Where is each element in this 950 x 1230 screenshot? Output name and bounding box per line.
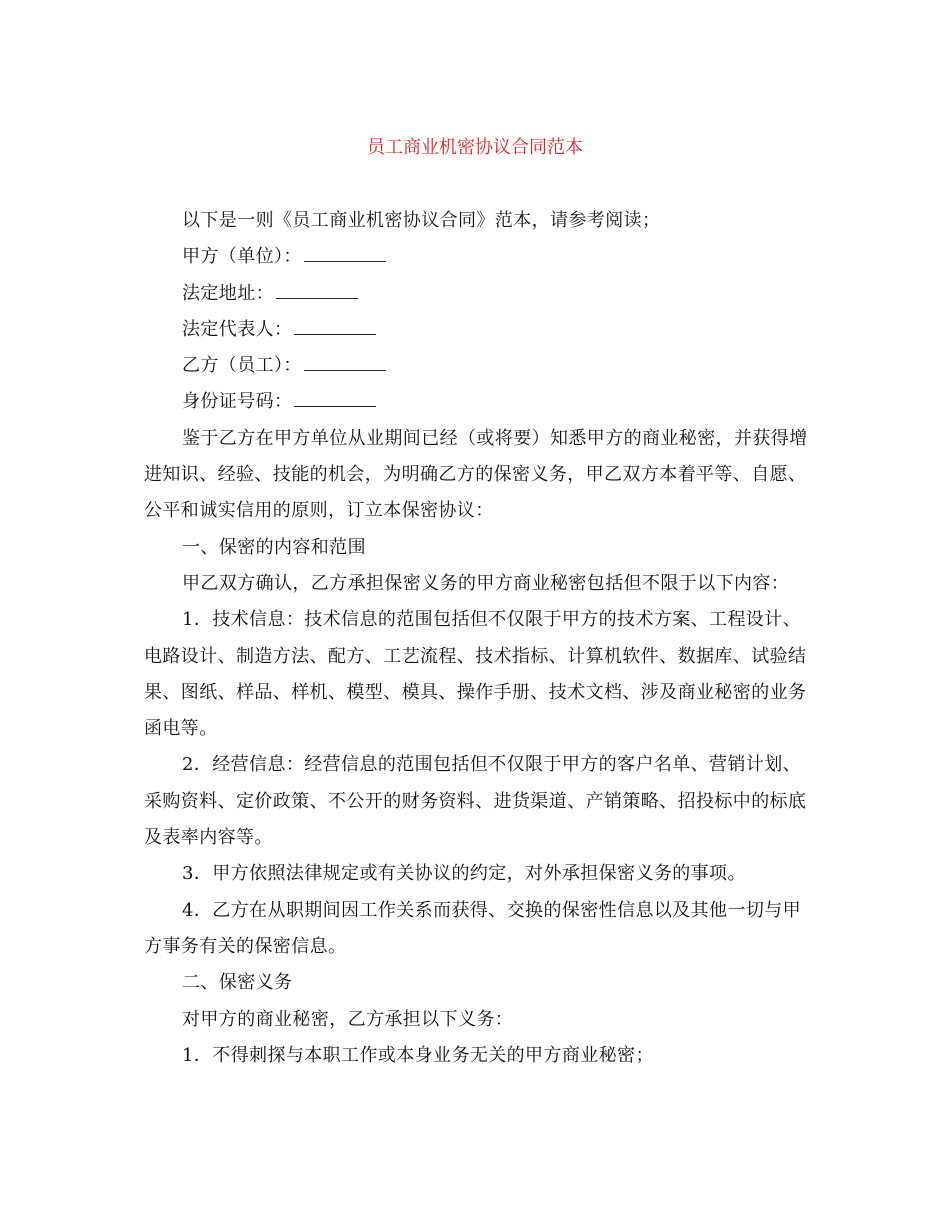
blank-line bbox=[304, 245, 386, 262]
blank-line bbox=[294, 390, 376, 407]
blank-line bbox=[276, 282, 358, 299]
field-label: 甲方（单位）： bbox=[182, 246, 302, 268]
field-legal-representative bbox=[144, 312, 808, 348]
field-label: 乙方（员工）： bbox=[182, 355, 302, 377]
field-label: 法定代表人： bbox=[182, 318, 293, 340]
section-1-heading: 一、保密的内容和范围 bbox=[182, 536, 366, 558]
section-2-lead: 对甲方的商业秘密，乙方承担以下义务： bbox=[182, 1008, 514, 1030]
blank-line bbox=[304, 354, 386, 371]
field-label: 身份证号码： bbox=[182, 391, 293, 413]
item-3: 3．甲方依照法律规定或有关协议的约定，对外承担保密义务的事项。 bbox=[182, 863, 746, 885]
item-1-technical-info: 1．技术信息：技术信息的范围包括但不仅限于甲方的技术方案、工程设计、电路设计、制造方法、配方、工艺流程、技术指标、计算机软件、数据库、试验结果、图纸、样品、样机、模型、模具、操作手册、技术文档、涉及商业秘密的业务函电等。 bbox=[144, 609, 807, 740]
item-4: 4．乙方在从职期间因工作关系而获得、交换的保密性信息以及其他一切与甲方事务有关的保密信息。 bbox=[144, 899, 802, 957]
field-label: 法定地址： bbox=[182, 282, 274, 304]
document-title: 员工商业机密协议合同范本 bbox=[367, 137, 583, 158]
item-2-business-info: 2．经营信息：经营信息的范围包括但不仅限于甲方的客户名单、营销计划、采购资料、定价政策、不公开的财务资料、进货渠道、产销策略、招投标中的标底及表率内容等。 bbox=[144, 754, 807, 849]
preamble-paragraph: 鉴于乙方在甲方单位从业期间已经（或将要）知悉甲方的商业秘密，并获得增进知识、经验、技能的机会，为明确乙方的保密义务，甲乙双方本着平等、自愿、公平和诚实信用的原则，订立本保密协议： bbox=[144, 427, 808, 522]
section-1-lead: 甲乙双方确认，乙方承担保密义务的甲方商业秘密包括但不限于以下内容： bbox=[182, 572, 790, 594]
field-party-a bbox=[144, 239, 808, 275]
intro-paragraph: 以下是一则《员工商业机密协议合同》范本，请参考阅读； bbox=[182, 210, 661, 231]
field-party-b bbox=[144, 348, 808, 384]
field-id-number bbox=[144, 384, 808, 420]
field-legal-address bbox=[144, 276, 808, 312]
document-body bbox=[144, 203, 808, 1074]
duty-1: 1．不得刺探与本职工作或本身业务无关的甲方商业秘密； bbox=[182, 1044, 654, 1066]
blank-line bbox=[294, 318, 376, 335]
section-2-heading: 二、保密义务 bbox=[182, 972, 293, 994]
